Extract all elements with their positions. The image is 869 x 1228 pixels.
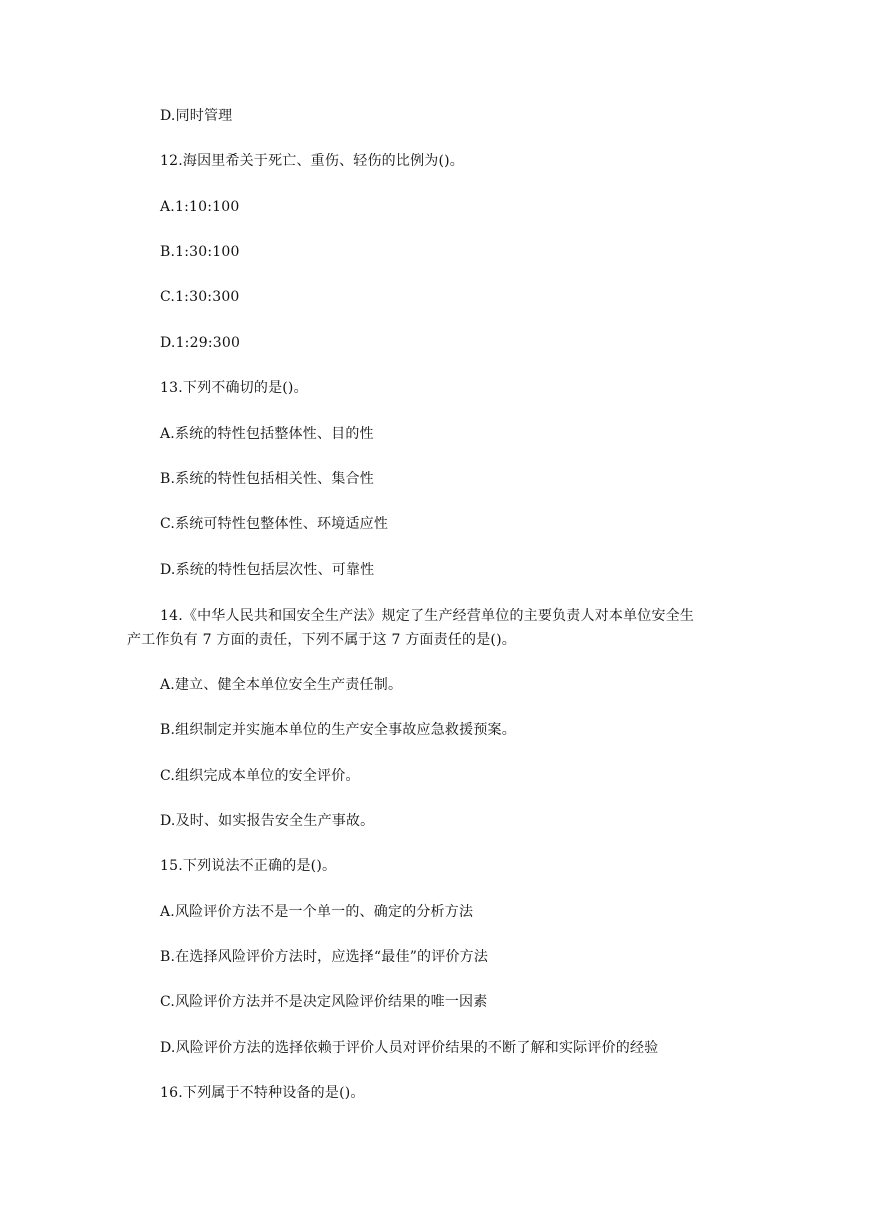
- option-q11-d: D.同时管理: [160, 108, 233, 124]
- question-15: 15.下列说法不正确的是()。: [160, 858, 337, 874]
- option-q15-a: A.风险评价方法不是一个单一的、确定的分析方法: [160, 904, 474, 920]
- option-q14-d: D.及时、如实报告安全生产事故。: [160, 813, 375, 829]
- option-q15-c: C.风险评价方法并不是决定风险评价结果的唯一因素: [160, 994, 488, 1010]
- question-16: 16.下列属于不特种设备的是()。: [160, 1085, 365, 1101]
- option-q13-d: D.系统的特性包括层次性、可靠性: [160, 562, 375, 578]
- option-q12-a: A.1:10:100: [160, 199, 240, 215]
- option-q14-a: A.建立、健全本单位安全生产责任制。: [160, 677, 403, 693]
- option-q13-c: C.系统可特性包整体性、环境适应性: [160, 516, 389, 532]
- option-q12-d: D.1:29:300: [160, 335, 241, 351]
- question-12: 12.海因里希关于死亡、重伤、轻伤的比例为()。: [160, 153, 464, 169]
- question-14-line-2: 产工作负有 7 方面的责任，下列不属于这 7 方面责任的是()。: [127, 632, 516, 648]
- option-q12-c: C.1:30:300: [160, 289, 240, 305]
- option-q13-a: A.系统的特性包括整体性、目的性: [160, 426, 374, 442]
- question-14-line-1: 14.《中华人民共和国安全生产法》规定了生产经营单位的主要负责人对本单位安全生: [160, 608, 695, 624]
- option-q14-c: C.组织完成本单位的安全评价。: [160, 768, 360, 784]
- option-q14-b: B.组织制定并实施本单位的生产安全事故应急救援预案。: [160, 722, 516, 738]
- option-q13-b: B.系统的特性包括相关性、集合性: [160, 471, 374, 487]
- question-13: 13.下列不确切的是()。: [160, 380, 308, 396]
- option-q15-d: D.风险评价方法的选择依赖于评价人员对评价结果的不断了解和实际评价的经验: [160, 1040, 659, 1056]
- option-q12-b: B.1:30:100: [160, 244, 240, 260]
- option-q15-b: B.在选择风险评价方法时，应选择“最佳”的评价方法: [160, 949, 489, 965]
